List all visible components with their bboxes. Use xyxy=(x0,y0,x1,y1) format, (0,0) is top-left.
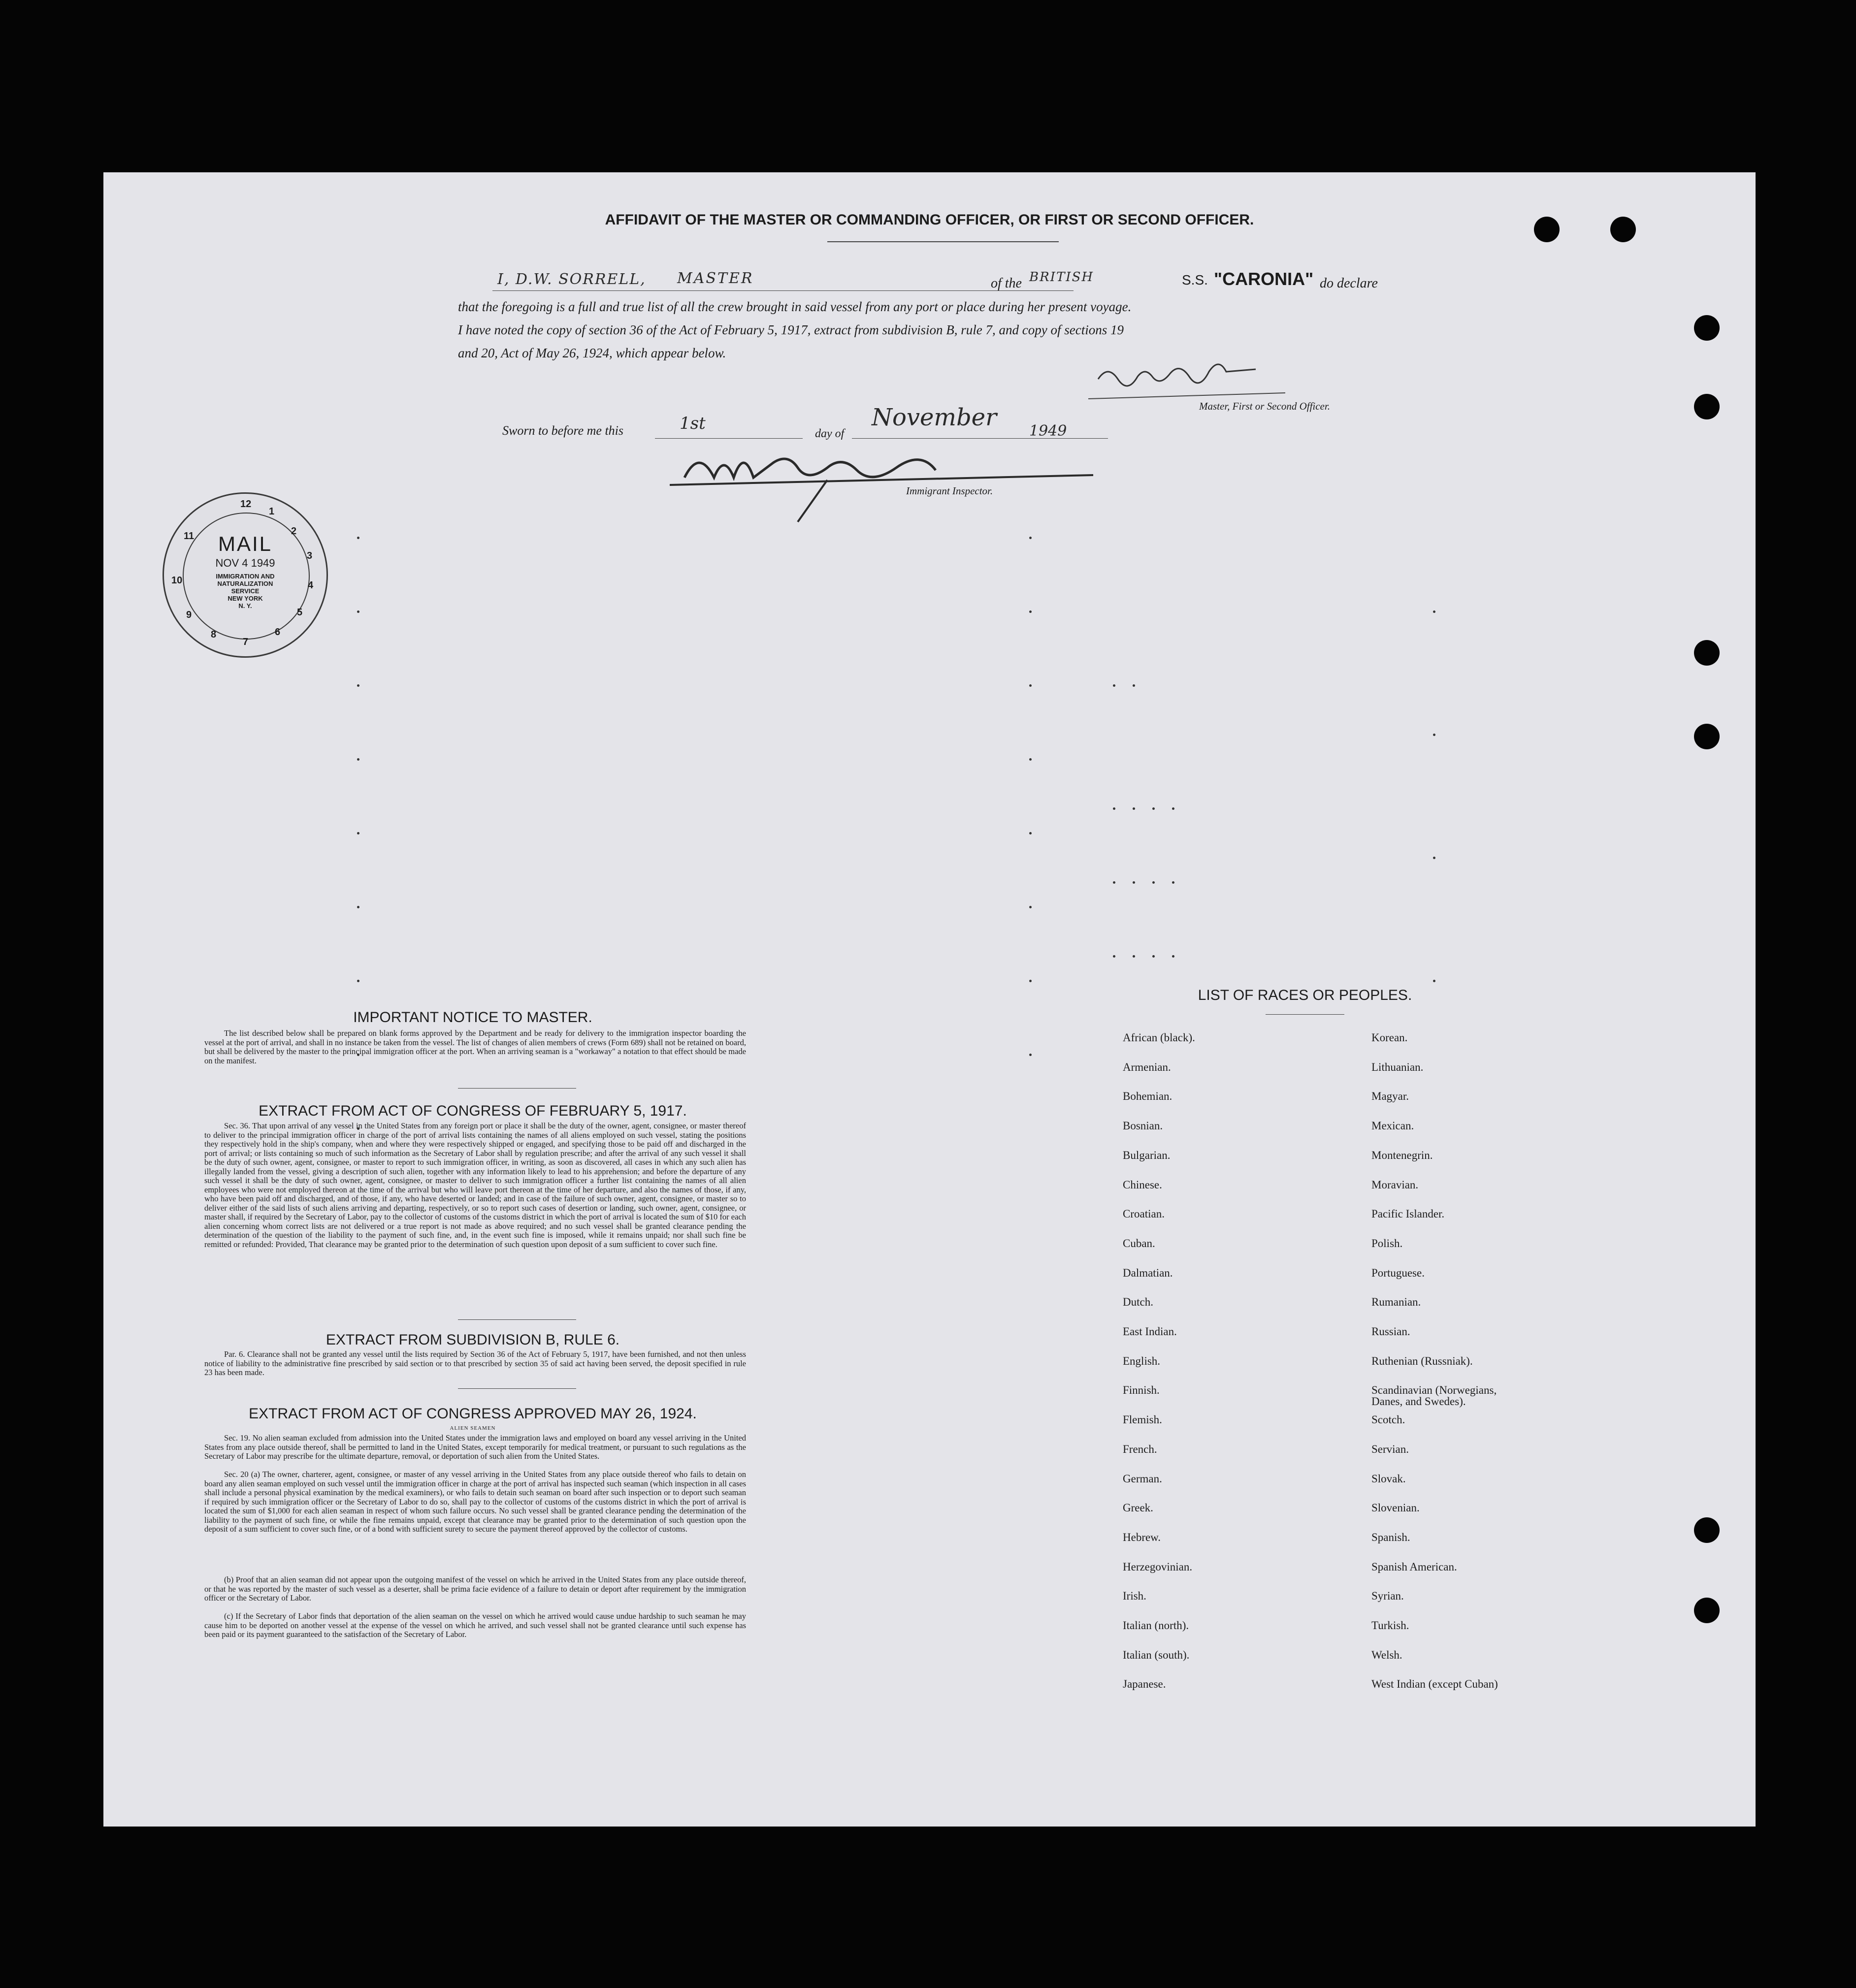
bleed-dot xyxy=(1029,906,1032,908)
master-name-handwritten: I, D.W. SORRELL, xyxy=(497,271,646,288)
do-declare-label: do declare xyxy=(1320,276,1378,291)
race-right-9: Rumanian. xyxy=(1371,1296,1421,1309)
race-left-3: Bosnian. xyxy=(1123,1120,1163,1132)
binder-hole xyxy=(1694,315,1720,341)
bleed-dot xyxy=(357,684,359,687)
stamp-line-4: NEW YORK xyxy=(228,595,263,602)
stamp-ring-5: 5 xyxy=(297,607,303,618)
extract1-body: Sec. 36. That upon arrival of any vessel in the United States from any foreign port or place it shall be the duty of the owner, agent, consignee, or master thereof to deliver to the principal immigration officer in charge of the port of arrival lists containing the names of all aliens employed on such vessel, stating the positions they respectively hold in the ship's company, when and where they were respectively shipped or engaged, and specifying those to be paid off and discharged in the port of arrival; or lists containing so much of such information as the Secretary of Labor shall by regulation prescribe; and after the arrival of any such vessel it shall be the duty of such owner, agent, consignee, or master to report to such immigration officer, in writing, as soon as discovered, all cases in which any such alien has illegally landed from the vessel, giving a description of such alien, together with any information likely to lead to his apprehension; and before the departure of any such vessel it shall be the duty of such owner, agent, consignee, or master to deliver to such immigration officer a further list containing the names of all alien employees who were not employed thereon at the time of the arrival but who will leave port thereon at the time of her departure, and also the names of those, if any, who have been paid off and discharged, and of those, if any, who have deserted or landed; and in case of the failure of such owner, agent, consignee, or master so to deliver either of the said lists of such aliens arriving and departing, respectively, or so to report such cases of desertion or landing, such owner, agent, consignee, or master shall, if required by the Secretary of Labor, pay to the collector of customs of the customs district in which the port of arrival is located the sum of $10 for each alien concerning whom correct lists are not delivered or a true report is not made as above required; and no such vessel shall be granted clearance pending the determination of the question of the liability to the payment of such fine, and, in the event such fine is imposed, while it remains unpaid; nor shall such fine be remitted or refunded: Provided, That clearance may be granted prior to the determination of such question upon deposit of a sum sufficient to cover such fine. xyxy=(204,1121,746,1249)
bleed-dot xyxy=(357,758,359,761)
race-left-21: Italian (south). xyxy=(1123,1648,1190,1661)
extract2-body: Par. 6. Clearance shall not be granted any vessel until the lists required by Section 36 of the Act of February 5, 1917, have been furnished, and not then unless notice of liability to the administrative fine prescribed by said section or to that prescribed by section 35 of said act having been served, the deposit specified in rule 23 has been made. xyxy=(204,1349,746,1377)
race-right-15: Slovak. xyxy=(1371,1472,1406,1485)
race-right-14: Servian. xyxy=(1371,1443,1409,1455)
sworn-day-handwritten: 1st xyxy=(680,414,706,433)
race-left-16: Greek. xyxy=(1123,1502,1153,1514)
declaration-line-4: and 20, Act of May 26, 1924, which appear below. xyxy=(458,346,726,360)
rank-handwritten: MASTER xyxy=(677,270,754,287)
stamp-ring-4: 4 xyxy=(308,580,314,591)
race-right-4: Montenegrin. xyxy=(1371,1149,1433,1161)
stamp-line-3: SERVICE xyxy=(231,587,260,595)
race-left-19: Irish. xyxy=(1123,1590,1146,1603)
inspector-label: Immigrant Inspector. xyxy=(906,485,993,497)
bleed-dot xyxy=(1029,832,1032,834)
bleed-dot xyxy=(1133,684,1135,687)
stamp-ring-9: 9 xyxy=(186,609,192,620)
stamp-line-5: N. Y. xyxy=(238,602,252,609)
name-underline xyxy=(492,290,1074,291)
extract3-p3: (b) Proof that an alien seaman did not appear upon the outgoing manifest of the vessel on which he arrived in the United States from any place outside thereof, or that he was reported by the master of such vessel as a deserter, shall be prima facie evidence of a failure to detain or deport after requirement by the immigration officer or the Secretary of Labor. xyxy=(204,1575,746,1603)
race-left-4: Bulgarian. xyxy=(1123,1149,1171,1161)
stamp-ring-3: 3 xyxy=(307,550,313,561)
bleed-dot xyxy=(1172,955,1174,958)
stamp-line-2: NATURALIZATION xyxy=(217,580,273,587)
stamp-ring-10: 10 xyxy=(171,575,183,586)
bleed-dot xyxy=(1029,758,1032,761)
bleed-dot xyxy=(1029,610,1032,613)
extract1-rule xyxy=(458,1319,576,1320)
race-scandinavian-continued: Danes, and Swedes). xyxy=(1371,1395,1466,1408)
notice-body: The list described below shall be prepared on blank forms approved by the Department and be ready for delivery to the immigration inspector boarding the vessel at the port of arrival, and shall in no instance be taken from the vessel. The list of changes of alien members of crews (Form 689) shall not be retained on board, but shall be delivered by the master to the principal immigration officer at the port. When an arriving seaman is a "workaway" a notation to that effect should be made on the manifest. xyxy=(204,1028,746,1065)
race-right-3: Mexican. xyxy=(1371,1120,1414,1132)
race-right-13: Scotch. xyxy=(1371,1413,1405,1426)
sworn-text: Sworn to before me this xyxy=(502,423,624,438)
race-right-5: Moravian. xyxy=(1371,1178,1419,1191)
bleed-dot xyxy=(1029,684,1032,687)
race-right-1: Lithuanian. xyxy=(1371,1060,1424,1073)
stamp-ring-1: 1 xyxy=(269,506,275,517)
race-left-1: Armenian. xyxy=(1123,1060,1171,1073)
race-left-7: Cuban. xyxy=(1123,1237,1155,1250)
stamp-ring-8: 8 xyxy=(211,629,217,640)
stamp-ring-7: 7 xyxy=(243,637,249,647)
race-right-20: Turkish. xyxy=(1371,1619,1409,1632)
races-heading: LIST OF RACES OR PEOPLES. xyxy=(1198,987,1412,1003)
bleed-dot xyxy=(1029,1054,1032,1056)
stamp-ring-12: 12 xyxy=(240,499,252,510)
bleed-dot xyxy=(1433,857,1435,859)
race-right-12: Scandinavian (Norwegians, xyxy=(1371,1384,1497,1397)
bleed-dot xyxy=(357,980,359,982)
signature-label: Master, First or Second Officer. xyxy=(1199,400,1330,412)
sworn-year: 1949 xyxy=(1029,422,1067,440)
extract3-heading: EXTRACT FROM ACT OF CONGRESS APPROVED MAY 26, 1924. xyxy=(249,1406,697,1422)
stamp-word: MAIL xyxy=(218,532,273,555)
race-right-7: Polish. xyxy=(1371,1237,1403,1250)
race-left-9: Dutch. xyxy=(1123,1296,1153,1309)
race-left-8: Dalmatian. xyxy=(1123,1266,1173,1279)
binder-hole xyxy=(1694,1517,1720,1543)
bleed-dot xyxy=(1113,807,1115,810)
race-left-14: French. xyxy=(1123,1443,1157,1455)
race-left-0: African (black). xyxy=(1123,1031,1195,1044)
race-left-2: Bohemian. xyxy=(1123,1090,1172,1103)
race-left-22: Japanese. xyxy=(1123,1678,1166,1691)
bleed-dot xyxy=(1152,955,1155,958)
bleed-dot xyxy=(1133,881,1135,884)
extract3-p1: Sec. 19. No alien seaman excluded from admission into the United States under the immigration laws and employed on board any vessel arriving in the United States from any place outside thereof, shall be permitted to land in the United States, except temporarily for medical treatment, or pursuant to such regulations as the Secretary of Labor may prescribe for the ultimate departure, removal, or deportation of such alien from the United States. xyxy=(204,1433,746,1461)
race-right-21: Welsh. xyxy=(1371,1648,1402,1661)
bleed-dot xyxy=(1113,881,1115,884)
binder-hole xyxy=(1694,640,1720,666)
declaration-line-2: that the foregoing is a full and true list of all the crew brought in said vessel from any port or place during her present voyage. xyxy=(458,299,1132,314)
day-of-label: day of xyxy=(815,427,845,440)
bleed-dot xyxy=(1433,610,1435,613)
extract3-p2: Sec. 20 (a) The owner, charterer, agent, consignee, or master of any vessel arriving in the United States from any place outside thereof who fails to detain on board any alien seaman employed on such vessel until the immigration officer in charge at the port of arrival has inspected such seaman (which inspection in all cases shall include a personal physical examination by the medical examiners), or who fails to detain such seaman on board after such inspection or to deport such seaman if required by such immigration officer or the Secretary of Labor to do so, shall pay to the collector of customs of the customs district in which the port of arrival is located the sum of $1,000 for each alien seaman in respect of whom such failure occurs. No such vessel shall be granted clearance pending the determination of the liability to the payment of such fine, or while the fine remains unpaid, except that clearance may be granted prior to the determination of such question upon the deposit of a sum sufficient to cover such fine, or of a bond with sufficient surety to secure the payment thereof approved by the collector of customs. xyxy=(204,1470,746,1534)
extract3-p4: (c) If the Secretary of Labor finds that deportation of the alien seaman on the vessel on which he arrived would cause undue hardship to such seaman he may cause him to be deported on another vessel at the expense of the vessel on which he arrived, and such vessel shall not be granted clearance until such expense has been paid or its payment guaranteed to the satisfaction of the Secretary of Labor. xyxy=(204,1611,746,1639)
binder-hole xyxy=(1534,217,1560,242)
bleed-dot xyxy=(1433,734,1435,736)
race-left-10: East Indian. xyxy=(1123,1325,1177,1338)
bleed-dot xyxy=(357,906,359,908)
affidavit-title: AFFIDAVIT OF THE MASTER OR COMMANDING OFFICER, OR FIRST OR SECOND OFFICER. xyxy=(605,212,1254,228)
race-right-11: Ruthenian (Russniak). xyxy=(1371,1354,1473,1367)
race-left-11: English. xyxy=(1123,1354,1161,1367)
stamp-ring-11: 11 xyxy=(184,531,195,542)
race-right-16: Slovenian. xyxy=(1371,1502,1420,1514)
receipt-stamp xyxy=(163,492,328,658)
binder-hole xyxy=(1694,394,1720,419)
race-left-6: Croatian. xyxy=(1123,1208,1165,1220)
ship-prefix: S.S. xyxy=(1182,272,1208,288)
race-left-17: Hebrew. xyxy=(1123,1531,1161,1543)
race-right-0: Korean. xyxy=(1371,1031,1408,1044)
bleed-dot xyxy=(1152,807,1155,810)
binder-hole xyxy=(1694,724,1720,749)
race-right-8: Portuguese. xyxy=(1371,1266,1425,1279)
race-left-18: Herzegovinian. xyxy=(1123,1560,1193,1573)
race-right-19: Syrian. xyxy=(1371,1590,1404,1603)
notice-rule xyxy=(458,1088,576,1089)
binder-hole xyxy=(1610,217,1636,242)
bleed-dot xyxy=(1133,955,1135,958)
bleed-dot xyxy=(357,832,359,834)
race-right-17: Spanish. xyxy=(1371,1531,1410,1543)
bleed-dot xyxy=(1172,881,1174,884)
of-the-label: of the xyxy=(991,276,1022,291)
title-rule xyxy=(827,241,1059,242)
races-rule xyxy=(1266,1014,1344,1015)
race-right-22: West Indian (except Cuban) xyxy=(1371,1678,1498,1691)
stamp-date: NOV 4 1949 xyxy=(215,557,275,569)
bleed-dot xyxy=(1029,537,1032,539)
race-left-5: Chinese. xyxy=(1123,1178,1162,1191)
form-page xyxy=(103,172,1756,1827)
race-left-12: Finnish. xyxy=(1123,1384,1160,1397)
race-right-6: Pacific Islander. xyxy=(1371,1208,1445,1220)
inspector-signature xyxy=(670,438,1113,527)
extract2-rule xyxy=(458,1388,576,1389)
bleed-dot xyxy=(357,537,359,539)
bleed-dot xyxy=(1172,807,1174,810)
bleed-dot xyxy=(1152,881,1155,884)
ship-name: "CARONIA" xyxy=(1214,269,1314,289)
race-left-20: Italian (north). xyxy=(1123,1619,1189,1632)
race-right-2: Magyar. xyxy=(1371,1090,1409,1103)
bleed-dot xyxy=(1113,955,1115,958)
race-right-18: Spanish American. xyxy=(1371,1560,1457,1573)
declaration-line-3: I have noted the copy of section 36 of the Act of February 5, 1917, extract from subdivision B, rule 7, and copy of sections 19 xyxy=(458,322,1124,337)
stamp-ring-2: 2 xyxy=(291,526,297,537)
nationality-handwritten: BRITISH xyxy=(1029,270,1094,285)
race-left-15: German. xyxy=(1123,1472,1162,1485)
binder-hole xyxy=(1694,1598,1720,1623)
stamp-ring-6: 6 xyxy=(275,627,281,638)
notice-heading: IMPORTANT NOTICE TO MASTER. xyxy=(353,1009,592,1026)
stamp-line-1: IMMIGRATION AND xyxy=(216,573,275,580)
bleed-dot xyxy=(357,610,359,613)
bleed-dot xyxy=(1113,684,1115,687)
extract3-subheading: ALIEN SEAMEN xyxy=(450,1425,496,1431)
race-right-10: Russian. xyxy=(1371,1325,1410,1338)
extract2-heading: EXTRACT FROM SUBDIVISION B, RULE 6. xyxy=(326,1332,620,1348)
bleed-dot xyxy=(1029,980,1032,982)
master-signature xyxy=(1088,350,1310,404)
extract1-heading: EXTRACT FROM ACT OF CONGRESS OF FEBRUARY 5, 1917. xyxy=(259,1103,687,1119)
race-left-13: Flemish. xyxy=(1123,1413,1162,1426)
bleed-dot xyxy=(1433,980,1435,982)
bleed-dot xyxy=(1133,807,1135,810)
sworn-month-handwritten: November xyxy=(872,404,997,431)
